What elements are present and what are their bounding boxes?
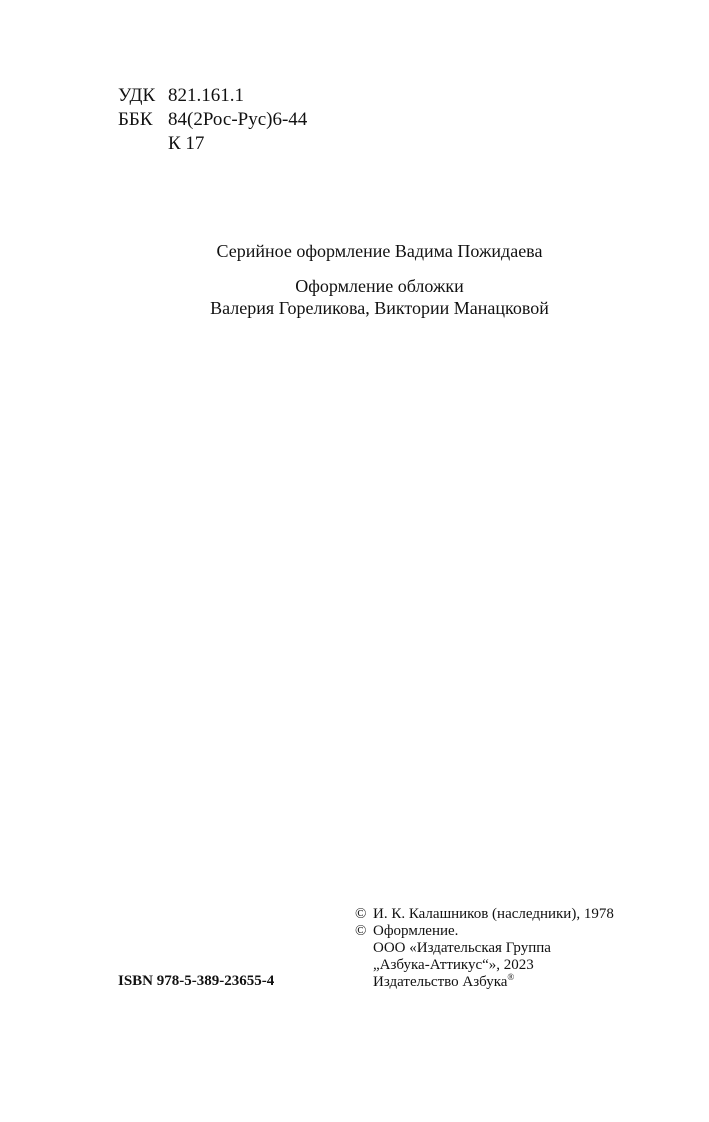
bbk-value: 84(2Рос-Рус)6-44: [168, 109, 308, 130]
author-mark-spacer: [118, 132, 168, 156]
copyright-imprint: Издательство Азбука: [373, 974, 508, 990]
copyright-design-label: Оформление.: [373, 923, 459, 939]
series-design-text: Серийное оформление Вадима Пожидаева: [216, 241, 543, 261]
udk-value: 821.161.1: [168, 85, 244, 106]
isbn: ISBN 978-5-389-23655-4: [118, 973, 275, 989]
copyright-sign: ©: [355, 906, 367, 922]
copyright-sign: ©: [355, 923, 367, 939]
registered-mark: ®: [507, 972, 515, 982]
copyright-imprint-line: [373, 974, 551, 991]
cover-design-names: Валерия Гореликова, Виктории Манацковой: [210, 298, 549, 318]
udk-label: УДК: [118, 85, 156, 106]
copyright-design-item: [355, 923, 614, 991]
author-mark-row: [118, 132, 307, 156]
classification-block: [118, 84, 307, 156]
udk-row: [118, 84, 307, 108]
copyright-publisher-line2: „Азбука-Аттикус“», 2023: [373, 957, 534, 973]
copyright-author-item: [355, 906, 614, 923]
copyright-author: И. К. Калашников (наследники), 1978: [373, 906, 614, 922]
copyright-publisher-line1: ООО «Издательская Группа: [373, 940, 551, 956]
copyright-block: [355, 906, 614, 991]
cover-design-credit: [0, 275, 709, 319]
series-design-credit: [0, 240, 709, 262]
author-mark: К 17: [168, 133, 205, 154]
bbk-row: [118, 108, 307, 132]
bbk-label: ББК: [118, 109, 153, 130]
cover-design-title: Оформление обложки: [295, 276, 464, 296]
